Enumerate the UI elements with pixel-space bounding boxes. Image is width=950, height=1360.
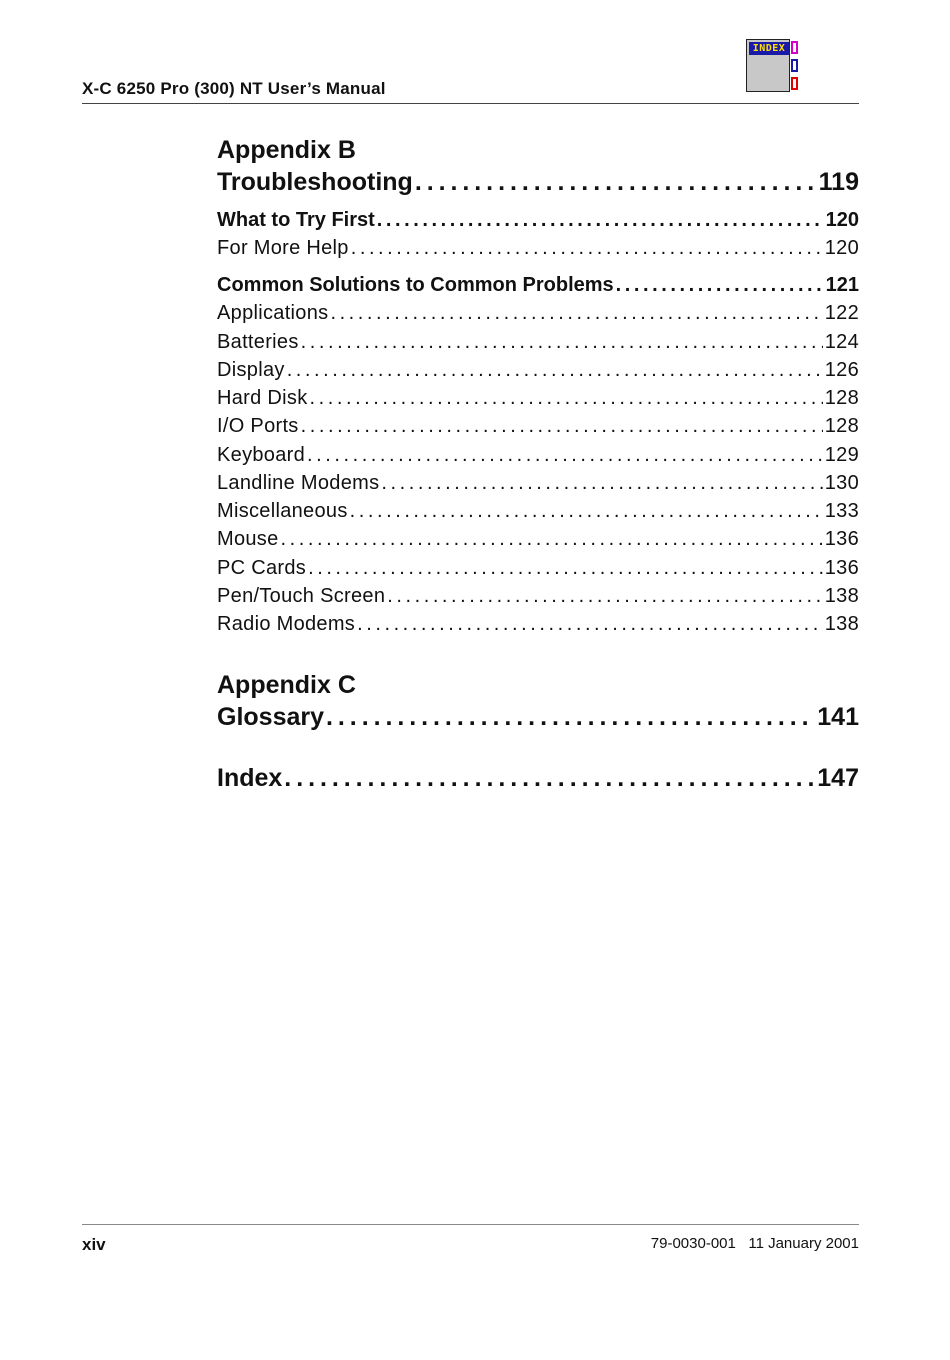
dot-leader bbox=[284, 764, 815, 793]
dot-leader bbox=[307, 444, 823, 467]
toc-entry-for-more-help[interactable] bbox=[217, 237, 859, 263]
toc-entry-page: 128 bbox=[824, 415, 859, 437]
toc-entry-label: Hard Disk bbox=[217, 387, 308, 409]
dot-leader bbox=[301, 415, 823, 438]
toc-entry-page: 120 bbox=[825, 209, 859, 231]
index-icon-body bbox=[746, 39, 790, 92]
toc-entry-hard-disk[interactable] bbox=[217, 387, 859, 413]
toc-entry-troubleshooting[interactable] bbox=[217, 168, 859, 200]
dot-leader bbox=[301, 331, 823, 354]
toc-entry-page: 129 bbox=[824, 444, 859, 466]
document-info: 79-0030-001 11 January 2001 bbox=[650, 1235, 859, 1252]
toc-entry-label: Index bbox=[217, 764, 283, 792]
dot-leader bbox=[381, 472, 822, 495]
toc-entry-label: Glossary bbox=[217, 703, 325, 731]
index-icon-label: INDEX bbox=[749, 42, 789, 55]
toc-entry-page: 130 bbox=[824, 472, 859, 494]
dot-leader bbox=[415, 168, 817, 197]
toc-entry-pen-touch-screen[interactable] bbox=[217, 585, 859, 611]
dot-leader bbox=[310, 387, 823, 410]
index-tab-blue bbox=[791, 59, 798, 72]
toc-entry-landline-modems[interactable] bbox=[217, 472, 859, 498]
index-tab-magenta bbox=[791, 41, 798, 54]
toc-entry-label: Pen/Touch Screen bbox=[217, 585, 386, 607]
toc-entry-page: 124 bbox=[824, 331, 859, 353]
toc-entry-label: PC Cards bbox=[217, 557, 307, 579]
toc-entry-label: I/O Ports bbox=[217, 415, 299, 437]
toc-entry-page: 133 bbox=[824, 500, 859, 522]
toc-entry-page: 138 bbox=[824, 585, 859, 607]
toc-entry-label: Applications bbox=[217, 302, 329, 324]
toc-entry-label: Keyboard bbox=[217, 444, 306, 466]
toc-entry-label: Display bbox=[217, 359, 285, 381]
toc-entry-applications[interactable] bbox=[217, 302, 859, 328]
dot-leader bbox=[357, 613, 823, 636]
toc-entry-page: 119 bbox=[818, 168, 859, 196]
appendix-c-heading: Appendix C bbox=[217, 671, 356, 699]
toc-entry-label: Mouse bbox=[217, 528, 279, 550]
toc-entry-common-solutions[interactable] bbox=[217, 274, 859, 300]
toc-entry-display[interactable] bbox=[217, 359, 859, 385]
toc-entry-label: Radio Modems bbox=[217, 613, 356, 635]
toc-entry-what-to-try-first[interactable] bbox=[217, 209, 859, 235]
toc-entry-page: 121 bbox=[825, 274, 859, 296]
toc-entry-label: Miscellaneous bbox=[217, 500, 348, 522]
toc-entry-page: 126 bbox=[824, 359, 859, 381]
toc-entry-page: 147 bbox=[817, 764, 859, 792]
dot-leader bbox=[326, 703, 815, 732]
toc-entry-page: 136 bbox=[824, 528, 859, 550]
toc-entry-label: Landline Modems bbox=[217, 472, 380, 494]
toc-entry-page: 120 bbox=[824, 237, 859, 259]
toc-entry-pc-cards[interactable] bbox=[217, 557, 859, 583]
header-divider bbox=[82, 103, 859, 104]
toc-entry-label: What to Try First bbox=[217, 209, 375, 231]
toc-entry-batteries[interactable] bbox=[217, 331, 859, 357]
toc-entry-label: Common Solutions to Common Problems bbox=[217, 274, 614, 296]
toc-entry-page: 128 bbox=[824, 387, 859, 409]
toc-entry-io-ports[interactable] bbox=[217, 415, 859, 441]
dot-leader bbox=[616, 274, 824, 297]
dot-leader bbox=[350, 500, 823, 523]
dot-leader bbox=[330, 302, 822, 325]
page-number: xiv bbox=[82, 1235, 106, 1254]
toc-entry-page: 138 bbox=[824, 613, 859, 635]
toc-entry-glossary[interactable] bbox=[217, 703, 859, 735]
dot-leader bbox=[377, 209, 824, 232]
manual-title: X-C 6250 Pro (300) NT User’s Manual bbox=[82, 79, 386, 98]
index-icon[interactable] bbox=[746, 39, 800, 94]
toc-entry-label: Batteries bbox=[217, 331, 299, 353]
dot-leader bbox=[287, 359, 823, 382]
toc-entry-keyboard[interactable] bbox=[217, 444, 859, 470]
toc-entry-index[interactable] bbox=[217, 764, 859, 796]
toc-entry-mouse[interactable] bbox=[217, 528, 859, 554]
dot-leader bbox=[387, 585, 822, 608]
toc-entry-label: For More Help bbox=[217, 237, 349, 259]
dot-leader bbox=[308, 557, 823, 580]
footer-divider bbox=[82, 1224, 859, 1225]
toc-entry-radio-modems[interactable] bbox=[217, 613, 859, 639]
toc-entry-page: 136 bbox=[824, 557, 859, 579]
appendix-b-heading: Appendix B bbox=[217, 136, 356, 164]
toc-entry-page: 141 bbox=[817, 703, 859, 731]
dot-leader bbox=[281, 528, 823, 551]
toc-entry-page: 122 bbox=[824, 302, 859, 324]
index-tab-red bbox=[791, 77, 798, 90]
toc-entry-miscellaneous[interactable] bbox=[217, 500, 859, 526]
dot-leader bbox=[351, 237, 823, 260]
toc-entry-label: Troubleshooting bbox=[217, 168, 413, 196]
